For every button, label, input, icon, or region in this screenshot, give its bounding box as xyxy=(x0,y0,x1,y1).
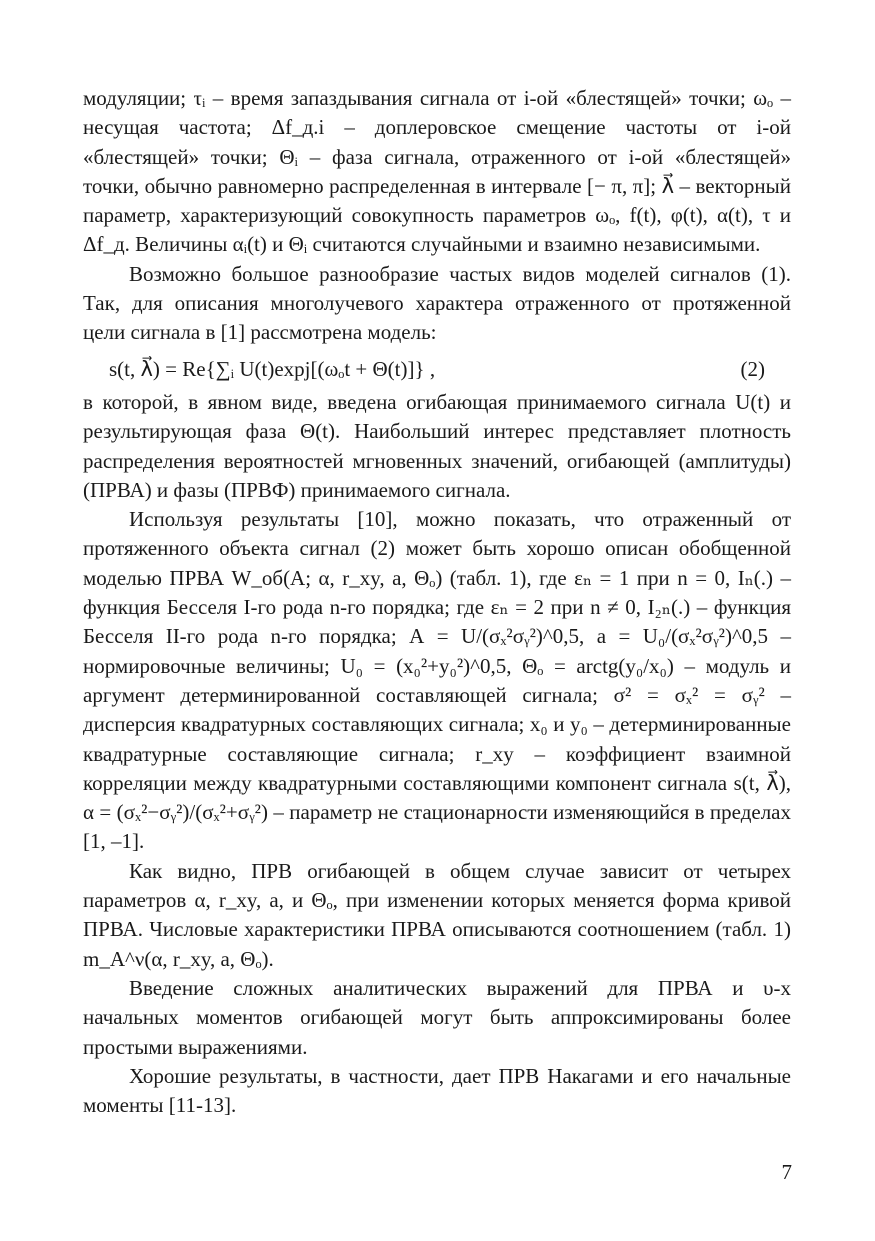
paragraph-4: Используя результаты [10], можно показать, что отраженный от протяженного объекта сигнал (2) может быть хорошо описан обобщенной моделью ПРВА W_об(А; α, r_xy, a, Θₒ) (табл. 1), где εₙ = 1 при n = 0, Iₙ(.) – функция Бесселя I-го рода n-го порядка; где εₙ = 2 при n ≠ 0, I₂ₙ(.) – функция Бесселя II-го рода n-го порядка; А = U/(σₓ²σᵧ²)^0,5, a = U₀/(σₓ²σᵧ²)^0,5 – нормировочные величины; U₀ = (x₀²+y₀²)^0,5, Θₒ = arctg(y₀/x₀) – модуль и аргумент детерминированной составляющей сигнала; σ² = σₓ² = σᵧ² – дисперсия квадратурных составляющих сигнала; x₀ и y₀ – детерминированные квадратурные составляющие сигнала; r_xy – коэффициент взаимной корреляции между квадратурными составляющими компонент сигнала s(t, λ⃗), α = (σₓ²−σᵧ²)/(σₓ²+σᵧ²) – параметр не стационарности изменяющийся в пределах [1, –1]. xyxy=(83,507,791,854)
equation-number: (2) xyxy=(740,356,765,381)
paragraph-5: Как видно, ПРВ огибающей в общем случае зависит от четырех параметров α, r_xy, a, и Θₒ, при изменении которых меняется форма кривой ПРВА. Числовые характеристики ПРВА описываются соотношением (табл. 1) m_A^ν(α, r_xy, a, Θₒ). xyxy=(83,858,791,971)
page-body xyxy=(83,84,791,1120)
paragraph-2: Возможно большое разнообразие частых видов моделей сигналов (1). Так, для описания многолучевого характера отраженного от протяженной цели сигнала в [1] рассмотрена модель: xyxy=(83,261,791,345)
equation-2 xyxy=(83,355,791,384)
paragraph-3: в которой, в явном виде, введена огибающая принимаемого сигнала U(t) и результирующая фаза Θ(t). Наибольший интерес представляет плотность распределения вероятностей мгновенных значений, огибающей (амплитуды) (ПРВА) и фазы (ПРВФ) принимаемого сигнала. xyxy=(83,389,791,502)
equation-formula: s(t, λ⃗) = Re{∑ᵢ U(t)expj[(ωₒt + Θ(t)]} , xyxy=(109,356,436,381)
paragraph-1: модуляции; τᵢ – время запаздывания сигнала от i-ой «блестящей» точки; ωₒ – несущая частота; Δf_д.i – доплеровское смещение частоты от i-ой «блестящей» точки; Θᵢ – фаза сигнала, отраженного от i-ой «блестящей» точки, обычно равномерно распределенная в интервале [− π, π]; λ⃗ – векторный параметр, характеризующий совокупность параметров ωₒ, f(t), φ(t), α(t), τ и Δf_д. Величины αᵢ(t) и Θᵢ считаются случайными и взаимно независимыми. xyxy=(83,86,791,257)
paragraph-7: Хорошие результаты, в частности, дает ПРВ Накагами и его начальные моменты [11-13]. xyxy=(83,1063,791,1118)
paragraph-6: Введение сложных аналитических выражений для ПРВА и υ-х начальных моментов огибающей могут быть аппроксимированы более простыми выражениями. xyxy=(83,975,791,1059)
page-number: 7 xyxy=(781,1160,792,1184)
